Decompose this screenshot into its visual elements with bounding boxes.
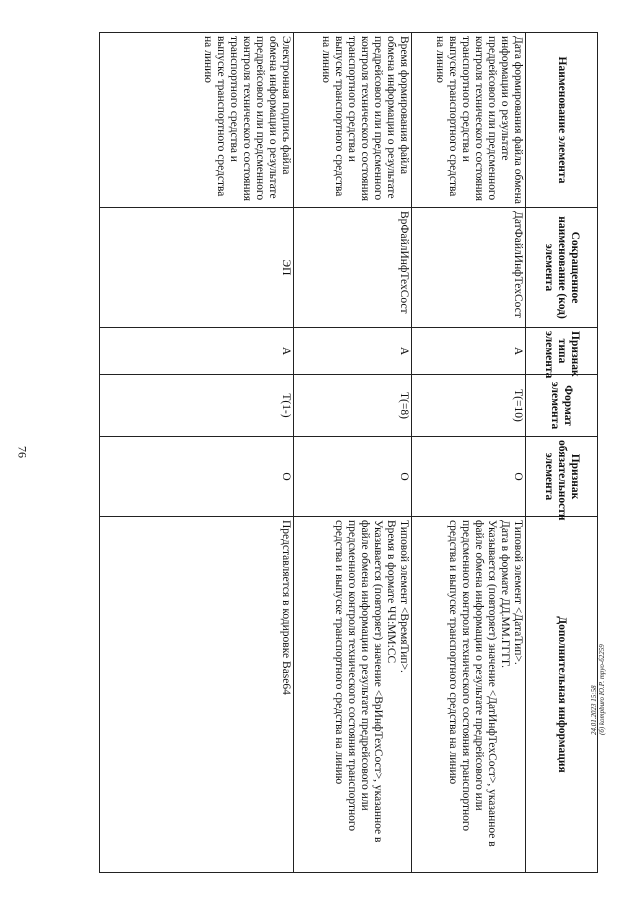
cell-required: О [294,437,412,517]
page-number: 76 [15,446,30,458]
signature-date: 24.01.2023 15:58 [590,685,598,735]
cell-format: T(1-) [100,375,294,437]
header-element-name: Наименование элемента [526,33,598,208]
info-line: Дата в формате ДД.ММ.ГГГГ. [499,520,511,668]
header-element-type: Признак типа элемента [526,328,598,375]
cell-type: А [412,328,526,375]
table-row [100,33,294,873]
info-line: Указывается (повторяет) значение <ВрИнфТехСост>, указанное в файле обмена информации о результате предрейсового или предсменного контроля технического состояния транспортного средства и выпуске транспортного средства на линию [333,520,384,843]
cell-type: А [100,328,294,375]
info-line: Типовой элемент <ДатаТип>. [512,520,524,665]
cell-info [100,517,294,873]
cell-code: ВрФайлИнфТехСост [294,208,412,328]
cell-info [412,517,526,873]
cell-format: T(=8) [294,375,412,437]
info-line: Типовой элемент <ВремяТип>. [398,520,410,673]
rotated-table-container [100,32,598,872]
header-element-code: Сокращенное наименование (код) элемента [526,208,598,328]
table-row [412,33,526,873]
cell-format: T(=10) [412,375,526,437]
info-line: Представляется в кодировке Base64 [280,520,292,695]
header-element-required: Признак обязательности элемента [526,437,598,517]
header-element-format: Формат элемента [526,375,598,437]
cell-info [294,517,412,873]
cell-name: Электронная подпись файла обмена информации о результате предрейсового или предсменного контроля технического состояния транспортного средства и выпуске транспортного средства на линию [100,33,294,208]
cell-name: Время формирования файла обмена информации о результате предрейсового или предсменного контроля технического состояния транспортного средства и выпуске транспортного средства на линию [294,33,412,208]
table-row [294,33,412,873]
table-header-row [526,33,598,873]
info-line: Время в формате ЧЧ:ММ:СС [385,520,397,664]
cell-code: ДатФайлИнфТехСост [412,208,526,328]
cell-required: О [100,437,294,517]
info-line: Указывается (повторяет) значение <ДатИнфТехСост>, указанное в файле обмена информации о результате предрейсового или предсменного контроля технического состояния транспортного средства и выпуске транспортного средства на линию [447,520,498,847]
cell-code: ЭП [100,208,294,328]
cell-required: О [412,437,526,517]
cell-name: Дата формирования файла обмена информации о результате предрейсового или предсменного контроля технического состояния транспортного средства и выпуске транспортного средства на линию [412,33,526,208]
cell-type: А [294,328,412,375]
signature-author: (б) kompburo Ю.Р. труо-б2259 [598,644,606,735]
element-table [99,32,598,873]
header-additional-info: Дополнительная информация [526,517,598,873]
